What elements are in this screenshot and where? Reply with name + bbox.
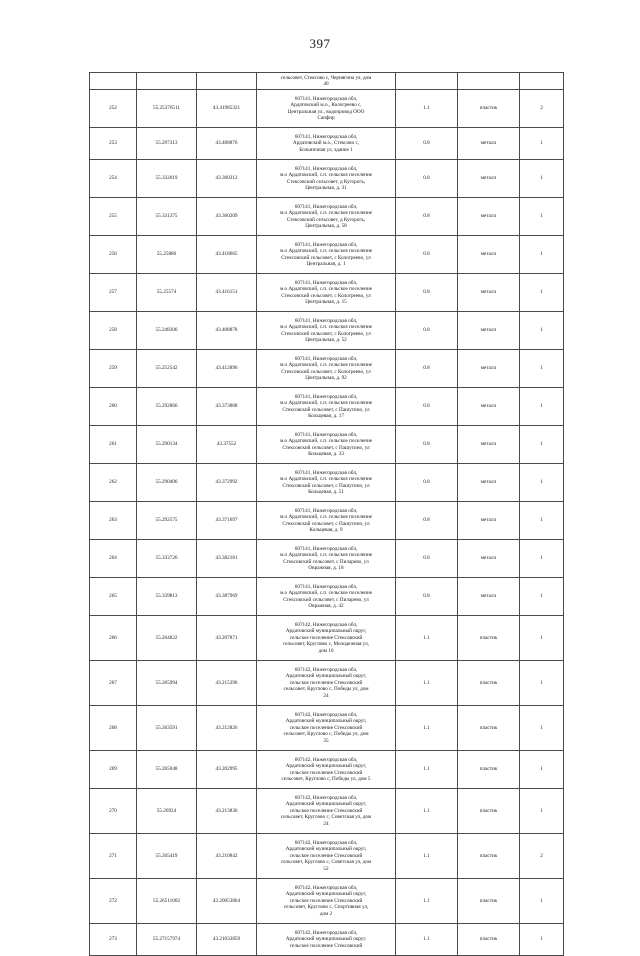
address-line: Стексовский сельсовет, с Кологреево, ул — [281, 254, 371, 261]
address-line: Центральная ул., водопровод ООО — [287, 108, 365, 115]
cell-lon: 43.202995 — [197, 751, 257, 789]
cell-area: 0.8 — [396, 426, 458, 464]
cell-material: металл — [458, 578, 520, 616]
cell-address — [257, 879, 396, 924]
table-row — [90, 312, 564, 350]
cell-lat: 55.331375 — [137, 198, 197, 236]
continuation-row — [90, 73, 564, 90]
cell-lon: 43.21033859 — [197, 924, 257, 956]
table-row — [90, 464, 564, 502]
cell-lat — [137, 73, 197, 90]
cell-material: металл — [458, 502, 520, 540]
address-line: 607141, Нижегородская обл, — [294, 355, 358, 362]
cell-num: 252 — [90, 90, 137, 128]
cell-lat: 55.263591 — [137, 706, 197, 751]
table-row — [90, 198, 564, 236]
cell-count: 1 — [520, 388, 564, 426]
cell-lat: 55.264822 — [137, 616, 197, 661]
cell-count: 1 — [520, 706, 564, 751]
address-line: 607141, Нижегородская обл, — [294, 507, 358, 514]
cell-area: 0.8 — [396, 160, 458, 198]
address-line: Сапфир — [317, 114, 335, 121]
cell-material — [458, 73, 520, 90]
cell-lat: 55.265994 — [137, 661, 197, 706]
cell-material: пластик — [458, 706, 520, 751]
address-line: Ардатовский муниципальный округ, — [285, 718, 367, 725]
cell-num — [90, 73, 137, 90]
address-line: м.о Ардатовский, с.п. сельское поселение — [279, 210, 373, 217]
address-line: Кольцевая, д. 33 — [308, 450, 344, 457]
cell-num: 253 — [90, 128, 137, 160]
cell-lat: 55.290406 — [137, 464, 197, 502]
cell-material: пластик — [458, 90, 520, 128]
cell-count: 1 — [520, 464, 564, 502]
address-line: Стексовский сельсовет, с Пиларево, ул — [283, 596, 369, 603]
cell-lon: 43.360212 — [197, 160, 257, 198]
address-line: 607142, Нижегородская обл, — [294, 666, 358, 673]
cell-lon: 43.416151 — [197, 274, 257, 312]
address-line: сельсовет, Круглово с, Спортивная ул, — [283, 904, 369, 911]
cell-area: 0.8 — [396, 198, 458, 236]
cell-num: 270 — [90, 789, 137, 834]
cell-lat: 55.25376511 — [137, 90, 197, 128]
address-line: Кольцевая, д. 17 — [308, 412, 344, 419]
cell-count: 1 — [520, 160, 564, 198]
address-line: 607141, Нижегородская обл, — [294, 469, 358, 476]
cell-num: 257 — [90, 274, 137, 312]
address-line: Ардатовский муниципальный округ, — [285, 628, 367, 635]
cell-num: 255 — [90, 198, 137, 236]
cell-lat: 55.25886 — [137, 236, 197, 274]
cell-address — [257, 312, 396, 350]
cell-area: 1.1 — [396, 834, 458, 879]
cell-count: 1 — [520, 236, 564, 274]
cell-lat: 55.25574 — [137, 274, 197, 312]
cell-count — [520, 73, 564, 90]
address-line: 607141, Нижегородская обл, — [294, 317, 358, 324]
cell-address — [257, 540, 396, 578]
cell-address — [257, 426, 396, 464]
cell-material: металл — [458, 464, 520, 502]
address-line: 607142, Нижегородская обл, — [294, 929, 358, 936]
cell-count: 1 — [520, 426, 564, 464]
address-line: 607141, Нижегородская обл, — [294, 393, 358, 400]
cell-address — [257, 128, 396, 160]
address-line: Центральная, д. 92 — [305, 374, 347, 381]
cell-count: 2 — [520, 834, 564, 879]
cell-area: 1.1 — [396, 90, 458, 128]
cell-count: 1 — [520, 274, 564, 312]
cell-count: 1 — [520, 312, 564, 350]
cell-lon: 43.213836 — [197, 789, 257, 834]
cell-lon: 43.412896 — [197, 350, 257, 388]
cell-material: металл — [458, 540, 520, 578]
cell-lon: 43.212826 — [197, 706, 257, 751]
cell-lon: 43.207871 — [197, 616, 257, 661]
address-line: м.о Ардатовский, с.п. сельское поселение — [279, 400, 373, 407]
cell-count: 1 — [520, 661, 564, 706]
cell-address — [257, 198, 396, 236]
address-line: сельское поселение Стексовский — [289, 769, 363, 776]
address-line: сельское поселение Стексовский — [289, 679, 363, 686]
address-line: м.о Ардатовский, с.п. сельское поселение — [279, 172, 373, 179]
table-row — [90, 751, 564, 789]
cell-lat: 55.26924 — [137, 789, 197, 834]
address-line: м.о Ардатовский, с.п. сельское поселение — [279, 248, 373, 255]
cell-address — [257, 661, 396, 706]
cell-lon: 43.215396 — [197, 661, 257, 706]
address-line: Ардатовский муниципальный округ, — [285, 673, 367, 680]
cell-address — [257, 350, 396, 388]
cell-area: 0.8 — [396, 388, 458, 426]
address-line: Центральная, д. 15 — [305, 298, 347, 305]
address-line: 607141, Нижегородская обл, — [294, 95, 358, 102]
address-line: м.о Ардатовский, с.п. сельское поселение — [279, 324, 373, 331]
address-line: 52 — [323, 865, 329, 872]
address-line: дом 2 — [319, 910, 333, 917]
address-line: Стексовский сельсовет, с Кологреево, ул — [281, 330, 371, 337]
cell-material: пластик — [458, 924, 520, 956]
address-line: Кольцевая, д. 9 — [309, 526, 343, 533]
address-line: 607141, Нижегородская обл, — [294, 203, 358, 210]
cell-material: металл — [458, 236, 520, 274]
cell-address — [257, 236, 396, 274]
address-line: Центральная, д. 58 — [305, 222, 347, 229]
cell-lat: 55.265048 — [137, 751, 197, 789]
table-row — [90, 90, 564, 128]
table-row — [90, 616, 564, 661]
address-line: сельское поселение Стексовский — [289, 852, 363, 859]
address-line: Овражная, д. 18 — [308, 564, 344, 571]
cell-material: пластик — [458, 661, 520, 706]
address-line: 607141, Нижегородская обл, — [294, 165, 358, 172]
cell-num: 261 — [90, 426, 137, 464]
cell-num: 269 — [90, 751, 137, 789]
cell-num: 268 — [90, 706, 137, 751]
cell-address — [257, 924, 396, 956]
cell-area: 1.1 — [396, 789, 458, 834]
address-line: Кольцевая, д. 51 — [308, 488, 344, 495]
address-line: сельское поселение Стексовский — [289, 807, 363, 814]
table-row — [90, 236, 564, 274]
address-line: сельское поселение Стексовский — [289, 897, 363, 904]
table-row — [90, 879, 564, 924]
cell-material: металл — [458, 312, 520, 350]
address-line: Ардатовский м.о., Стексово с, — [292, 140, 360, 147]
table-row — [90, 540, 564, 578]
cell-address — [257, 578, 396, 616]
cell-material: металл — [458, 350, 520, 388]
cell-address — [257, 502, 396, 540]
cell-lat: 55.339813 — [137, 578, 197, 616]
cell-lon: 43.418665 — [197, 236, 257, 274]
cell-count: 1 — [520, 789, 564, 834]
table-row — [90, 661, 564, 706]
cell-area: 0.8 — [396, 578, 458, 616]
cell-area — [396, 73, 458, 90]
cell-count: 1 — [520, 751, 564, 789]
address-line: Овражная, д. 42 — [308, 602, 344, 609]
table-row — [90, 128, 564, 160]
address-line: 607142, Нижегородская обл, — [294, 884, 358, 891]
cell-area: 1.1 — [396, 879, 458, 924]
address-line: Стексовский сельсовет, с Пашутино, ул — [282, 482, 370, 489]
address-line: 40 — [323, 81, 329, 87]
cell-lon: 43.37552 — [197, 426, 257, 464]
cell-address — [257, 90, 396, 128]
cell-address — [257, 160, 396, 198]
address-line: Стексовский сельсовет, д Кугорогь, — [286, 178, 366, 185]
cell-address — [257, 789, 396, 834]
cell-lon: 43.41985321 — [197, 90, 257, 128]
cell-count: 1 — [520, 879, 564, 924]
cell-lon: 43.373808 — [197, 388, 257, 426]
cell-area: 0.8 — [396, 274, 458, 312]
cell-lat: 55.290134 — [137, 426, 197, 464]
cell-address — [257, 751, 396, 789]
address-line: Стексовский сельсовет, д Кугорогь, — [286, 216, 366, 223]
cell-address — [257, 616, 396, 661]
cell-lon: 43.387969 — [197, 578, 257, 616]
cell-lon: 43.360209 — [197, 198, 257, 236]
cell-lat: 55.333726 — [137, 540, 197, 578]
cell-area: 0.8 — [396, 502, 458, 540]
address-line: 607142, Нижегородская обл, — [294, 839, 358, 846]
cell-area: 1.1 — [396, 924, 458, 956]
cell-num: 260 — [90, 388, 137, 426]
address-line: м.о Ардатовский, с.п. сельское поселение — [279, 590, 373, 597]
cell-lat: 55.297313 — [137, 128, 197, 160]
address-line: сельсовет, Круглово с, Советская ул, дом — [280, 859, 372, 866]
table-row — [90, 160, 564, 198]
address-line: сельсовет, Круглово с, Победы ул, дом — [283, 731, 369, 738]
address-line: 607142, Нижегородская обл, — [294, 711, 358, 718]
table-row — [90, 426, 564, 464]
cell-area: 1.1 — [396, 661, 458, 706]
cell-num: 265 — [90, 578, 137, 616]
cell-count: 1 — [520, 616, 564, 661]
address-line: м.о Ардатовский, с.п. сельское поселение — [279, 476, 373, 483]
cell-lon: 43.408878 — [197, 312, 257, 350]
cell-count: 1 — [520, 502, 564, 540]
cell-area: 1.1 — [396, 751, 458, 789]
cell-num: 254 — [90, 160, 137, 198]
address-line: Ардатовский муниципальный округ, — [285, 846, 367, 853]
page-number: 397 — [309, 36, 331, 51]
table-row — [90, 388, 564, 426]
cell-count: 1 — [520, 128, 564, 160]
cell-material: металл — [458, 128, 520, 160]
cell-lat: 55.265419 — [137, 834, 197, 879]
cell-lon — [197, 73, 257, 90]
cell-num: 272 — [90, 879, 137, 924]
address-line: 607141, Нижегородская обл, — [294, 583, 358, 590]
cell-material: пластик — [458, 751, 520, 789]
address-line: Центральная, д. 1 — [306, 260, 346, 267]
cell-lon: 43.20053864 — [197, 879, 257, 924]
address-line: сельсовет, Круглово с, Победы ул, дом — [283, 686, 369, 693]
address-line: м.о Ардатовский, с.п. сельское поселение — [279, 438, 373, 445]
cell-lat: 55.252542 — [137, 350, 197, 388]
table-row — [90, 789, 564, 834]
address-line: м.о Ардатовский, с.п. сельское поселение — [279, 514, 373, 521]
address-line: Стексовский сельсовет, с Кологреево, ул — [281, 292, 371, 299]
address-line: м.о Ардатовский, с.п. сельское поселение — [279, 362, 373, 369]
address-line: Стексовский сельсовет, с Пашутино, ул — [282, 520, 370, 527]
address-line: сельское поселение Стексовский — [289, 942, 363, 949]
cell-count: 1 — [520, 350, 564, 388]
cell-lat: 55.248306 — [137, 312, 197, 350]
cell-address — [257, 73, 396, 90]
cell-lat: 55.292866 — [137, 388, 197, 426]
table-row — [90, 924, 564, 956]
cell-num: 259 — [90, 350, 137, 388]
cell-lon: 43.408876 — [197, 128, 257, 160]
cell-area: 1.1 — [396, 616, 458, 661]
cell-area: 0.8 — [396, 350, 458, 388]
cell-num: 256 — [90, 236, 137, 274]
cell-address — [257, 706, 396, 751]
cell-num: 264 — [90, 540, 137, 578]
cell-num: 258 — [90, 312, 137, 350]
address-line: сельсовет, Круглово с, Молодежная ул, — [282, 641, 370, 648]
address-line: Стексовский сельсовет, с Пиларево, ул — [283, 558, 369, 565]
cell-lat: 55.26511002 — [137, 879, 197, 924]
address-line: 607141, Нижегородская обл, — [294, 279, 358, 286]
cell-lat: 55.292575 — [137, 502, 197, 540]
cell-area: 0.8 — [396, 312, 458, 350]
address-line: Ардатовский муниципальный округ, — [285, 936, 367, 943]
registry-table — [89, 72, 564, 956]
address-line: дом 10 — [318, 647, 334, 654]
address-line: Стексовский сельсовет, с Кологреево, ул — [281, 368, 371, 375]
address-line: сельское поселение Стексовский — [289, 634, 363, 641]
address-line: сельсовет, Круглово с, Советская ул, дом — [280, 814, 372, 821]
cell-lat: 55.332019 — [137, 160, 197, 198]
cell-area: 1.1 — [396, 706, 458, 751]
cell-area: 0.8 — [396, 464, 458, 502]
address-line: Стексовский сельсовет, с Пашутино, ул — [282, 406, 370, 413]
address-line: Ардатовский муниципальный округ, — [285, 763, 367, 770]
cell-num: 267 — [90, 661, 137, 706]
address-line: 607141, Нижегородская обл, — [294, 431, 358, 438]
cell-count: 1 — [520, 924, 564, 956]
address-line: 607142, Нижегородская обл, — [294, 794, 358, 801]
cell-lat: 55.27157974 — [137, 924, 197, 956]
cell-area: 0.8 — [396, 128, 458, 160]
address-line: Ардатовский муниципальный округ, — [285, 891, 367, 898]
address-line: сельсовет, Стексово с, Чернягина ул, дом — [280, 74, 372, 81]
cell-num: 266 — [90, 616, 137, 661]
address-line: м.о Ардатовский, с.п. сельское поселение — [279, 286, 373, 293]
cell-lon: 43.210842 — [197, 834, 257, 879]
address-line: 607141, Нижегородская обл, — [294, 241, 358, 248]
table-row — [90, 274, 564, 312]
cell-count: 1 — [520, 578, 564, 616]
cell-count: 2 — [520, 90, 564, 128]
cell-lon: 43.371697 — [197, 502, 257, 540]
cell-address — [257, 388, 396, 426]
address-line: 24 — [323, 820, 329, 827]
address-line: Ардатовский муниципальный округ, — [285, 801, 367, 808]
cell-material: металл — [458, 388, 520, 426]
table-row — [90, 502, 564, 540]
cell-material: металл — [458, 160, 520, 198]
address-line: сельское поселение Стексовский — [289, 724, 363, 731]
table-row — [90, 706, 564, 751]
cell-num: 262 — [90, 464, 137, 502]
address-line: 35 — [323, 737, 329, 744]
cell-num: 273 — [90, 924, 137, 956]
address-line: Центральная, д. 31 — [305, 184, 347, 191]
cell-material: металл — [458, 274, 520, 312]
address-line: Стексовский сельсовет, с Пашутино, ул — [282, 444, 370, 451]
cell-material: металл — [458, 426, 520, 464]
address-line: 607142, Нижегородская обл, — [294, 756, 358, 763]
table-row — [90, 834, 564, 879]
address-line: 24 — [323, 692, 329, 699]
address-line: 607142, Нижегородская обл, — [294, 621, 358, 628]
cell-address — [257, 464, 396, 502]
cell-material: пластик — [458, 879, 520, 924]
cell-num: 263 — [90, 502, 137, 540]
address-line: м.о Ардатовский, с.п. сельское поселение — [279, 552, 373, 559]
cell-lon: 43.372992 — [197, 464, 257, 502]
address-line: сельсовет, Круглово с, Победы ул, дом 5 — [281, 775, 371, 782]
cell-count: 1 — [520, 198, 564, 236]
cell-address — [257, 834, 396, 879]
registry-body — [90, 73, 564, 956]
cell-count: 1 — [520, 540, 564, 578]
address-line: 607141, Нижегородская обл, — [294, 545, 358, 552]
address-line: Центральная, д. 52 — [305, 336, 347, 343]
cell-material: пластик — [458, 616, 520, 661]
table-row — [90, 350, 564, 388]
cell-material: пластик — [458, 789, 520, 834]
cell-material: пластик — [458, 834, 520, 879]
address-line: Больничная ул, здание 1 — [299, 146, 353, 153]
cell-area: 0.8 — [396, 540, 458, 578]
cell-address — [257, 274, 396, 312]
cell-area: 0.8 — [396, 236, 458, 274]
cell-material: металл — [458, 198, 520, 236]
cell-num: 271 — [90, 834, 137, 879]
address-line: 607141, Нижегородская обл, — [294, 133, 358, 140]
cell-lon: 43.382181 — [197, 540, 257, 578]
address-line: Ардатовский м.о., Кологреево с, — [290, 102, 362, 109]
table-row — [90, 578, 564, 616]
